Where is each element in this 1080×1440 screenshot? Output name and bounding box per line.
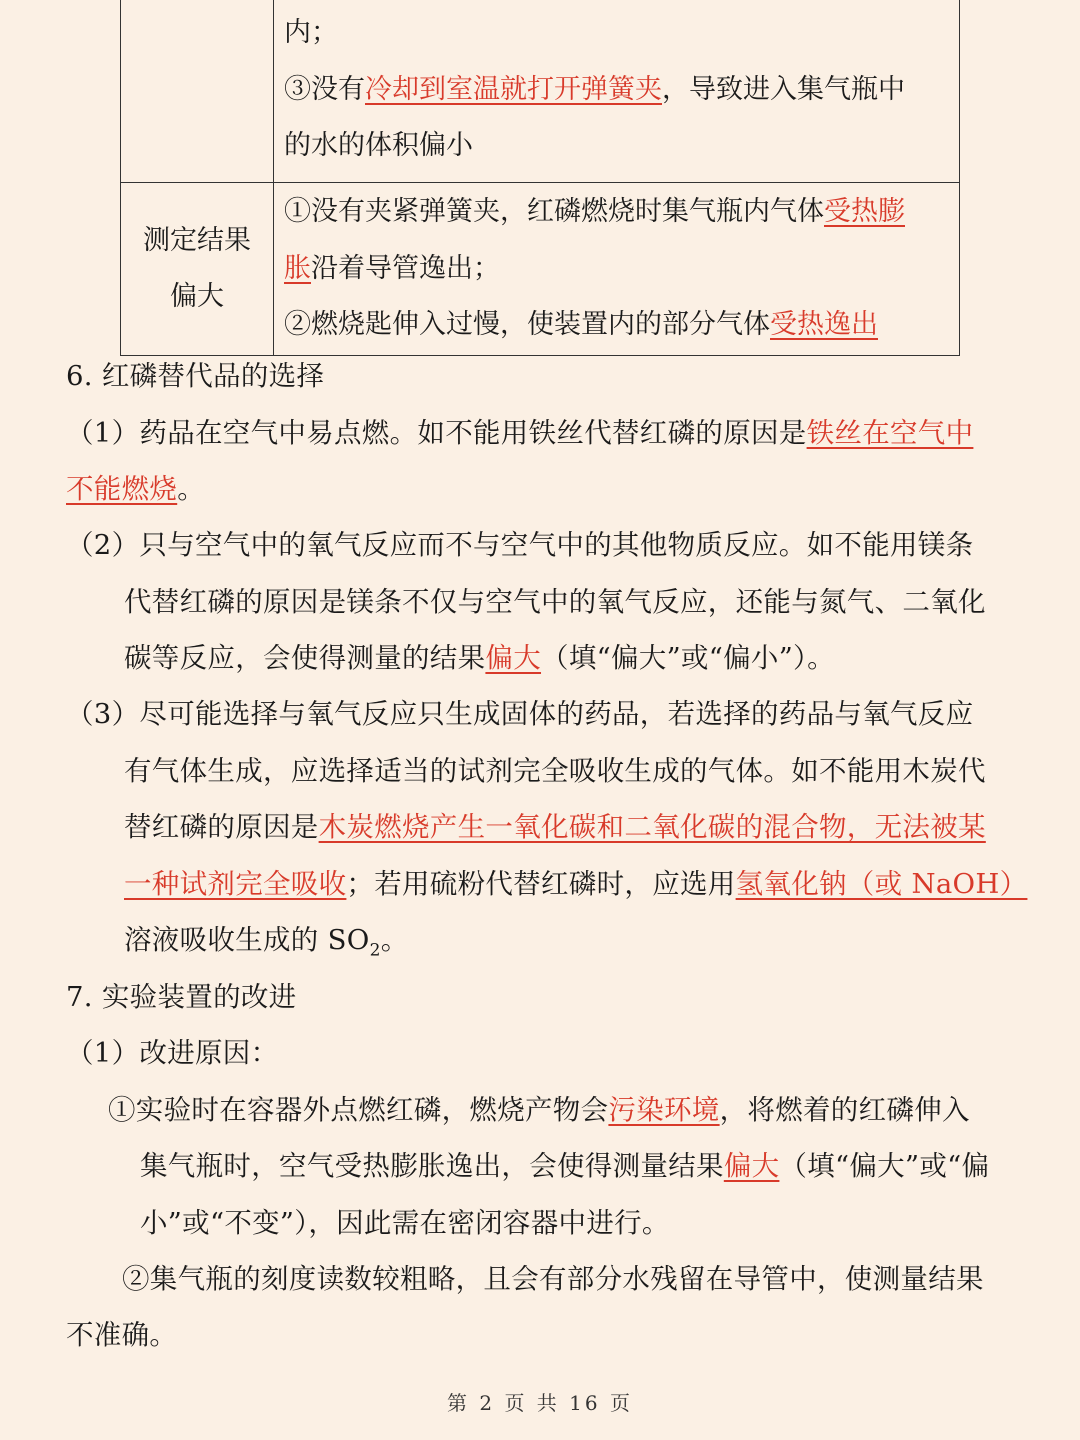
text-span: 溶液吸收生成的 SO <box>124 924 370 956</box>
text-span: ③没有 <box>284 73 365 105</box>
table-cell-content <box>274 183 960 356</box>
answer-text: 氢氧化钠（或 NaOH） <box>735 868 1028 900</box>
text-span: ，将燃着的红磷伸入 <box>719 1094 970 1126</box>
answer-text: 木炭燃烧产生一氧化碳和二氧化碳的混合物，无法被某 <box>318 811 986 843</box>
text-span: 集气瓶时，空气受热膨胀逸出，会使得测量结果 <box>140 1150 724 1182</box>
text-span: ，导致进入集气瓶中 <box>662 73 905 105</box>
answer-text: 胀 <box>284 252 311 284</box>
table-text-line <box>284 184 958 241</box>
paragraph-line: 代替红磷的原因是镁条不仅与空气中的氧气反应，还能与氮气、二氧化 <box>124 586 986 618</box>
table-text-line: 内； <box>284 17 338 49</box>
error-analysis-table <box>120 0 960 356</box>
paragraph-line <box>108 1087 970 1127</box>
text-span: （填“偏大”或“偏小”）。 <box>541 642 835 674</box>
subheading: （1）改进原因： <box>66 1037 279 1069</box>
answer-text: 铁丝在空气中 <box>806 417 974 449</box>
text-span: 碳等反应，会使得测量的结果 <box>124 642 486 674</box>
paragraph-line <box>140 1143 989 1183</box>
table-cell-content <box>274 0 960 183</box>
paragraph-line <box>66 410 973 450</box>
paragraph-line: （2）只与空气中的氧气反应而不与空气中的其他物质反应。如不能用镁条 <box>66 529 974 561</box>
answer-text: 偏大 <box>723 1150 780 1182</box>
text-span: ①没有夹紧弹簧夹，红磷燃烧时集气瓶内气体 <box>284 196 824 227</box>
answer-text: 一种试剂完全吸收 <box>124 868 347 900</box>
paragraph-line <box>124 917 409 961</box>
answer-text: 不能燃烧 <box>66 473 178 505</box>
answer-text: 受热膨 <box>824 196 905 227</box>
paragraph-line: （3）尽可能选择与氧气反应只生成固体的药品，若选择的药品与氧气反应 <box>66 698 974 730</box>
paragraph-line: 小”或“不变”），因此需在密闭容器中进行。 <box>140 1207 670 1239</box>
text-span: （1）药品在空气中易点燃。如不能用铁丝代替红磷的原因是 <box>66 417 807 449</box>
text-span: 。 <box>177 473 206 505</box>
paragraph-line: 不准确。 <box>66 1319 178 1351</box>
table-row <box>121 183 960 356</box>
table-text-line <box>284 297 958 354</box>
table-row <box>121 0 960 183</box>
table-text-line <box>284 62 958 119</box>
text-span: ②燃烧匙伸入过慢，使装置内的部分气体 <box>284 309 770 340</box>
text-span: 替红磷的原因是 <box>124 811 319 843</box>
answer-text: 偏大 <box>485 642 542 674</box>
paragraph-line: 有气体生成，应选择适当的试剂完全吸收生成的气体。如不能用木炭代 <box>124 755 986 787</box>
table-cell-label <box>121 0 274 183</box>
paragraph-line <box>124 804 986 844</box>
text-span: ；若用硫粉代替红磷时，应选用 <box>346 868 736 900</box>
text-span: （填“偏大”或“偏 <box>779 1150 990 1182</box>
text-span: ①实验时在容器外点燃红磷，燃烧产物会 <box>108 1094 609 1126</box>
text-span: 沿着导管逸出； <box>311 252 500 284</box>
section-7-heading: 7. 实验装置的改进 <box>66 981 297 1013</box>
paragraph-line <box>124 635 835 675</box>
answer-text: 冷却到室温就打开弹簧夹 <box>365 73 662 105</box>
table-text-line: 的水的体积偏小 <box>284 130 473 162</box>
paragraph-line <box>124 861 1027 901</box>
paragraph-line <box>66 466 205 506</box>
page-footer: 第 2 页 共 16 页 <box>447 1391 633 1415</box>
table-text-line <box>284 241 958 298</box>
table-cell-label <box>121 183 274 356</box>
section-6-heading: 6. 红磷替代品的选择 <box>66 360 325 392</box>
answer-text: 污染环境 <box>608 1094 720 1126</box>
answer-text: 受热逸出 <box>770 309 878 340</box>
subscript: 2 <box>369 940 381 961</box>
row-label-line: 测定结果 <box>143 224 251 256</box>
row-label-line: 偏大 <box>170 280 224 312</box>
paragraph-line: ②集气瓶的刻度读数较粗略，且会有部分水残留在导管中，使测量结果 <box>122 1263 984 1295</box>
text-span: 。 <box>380 924 409 956</box>
